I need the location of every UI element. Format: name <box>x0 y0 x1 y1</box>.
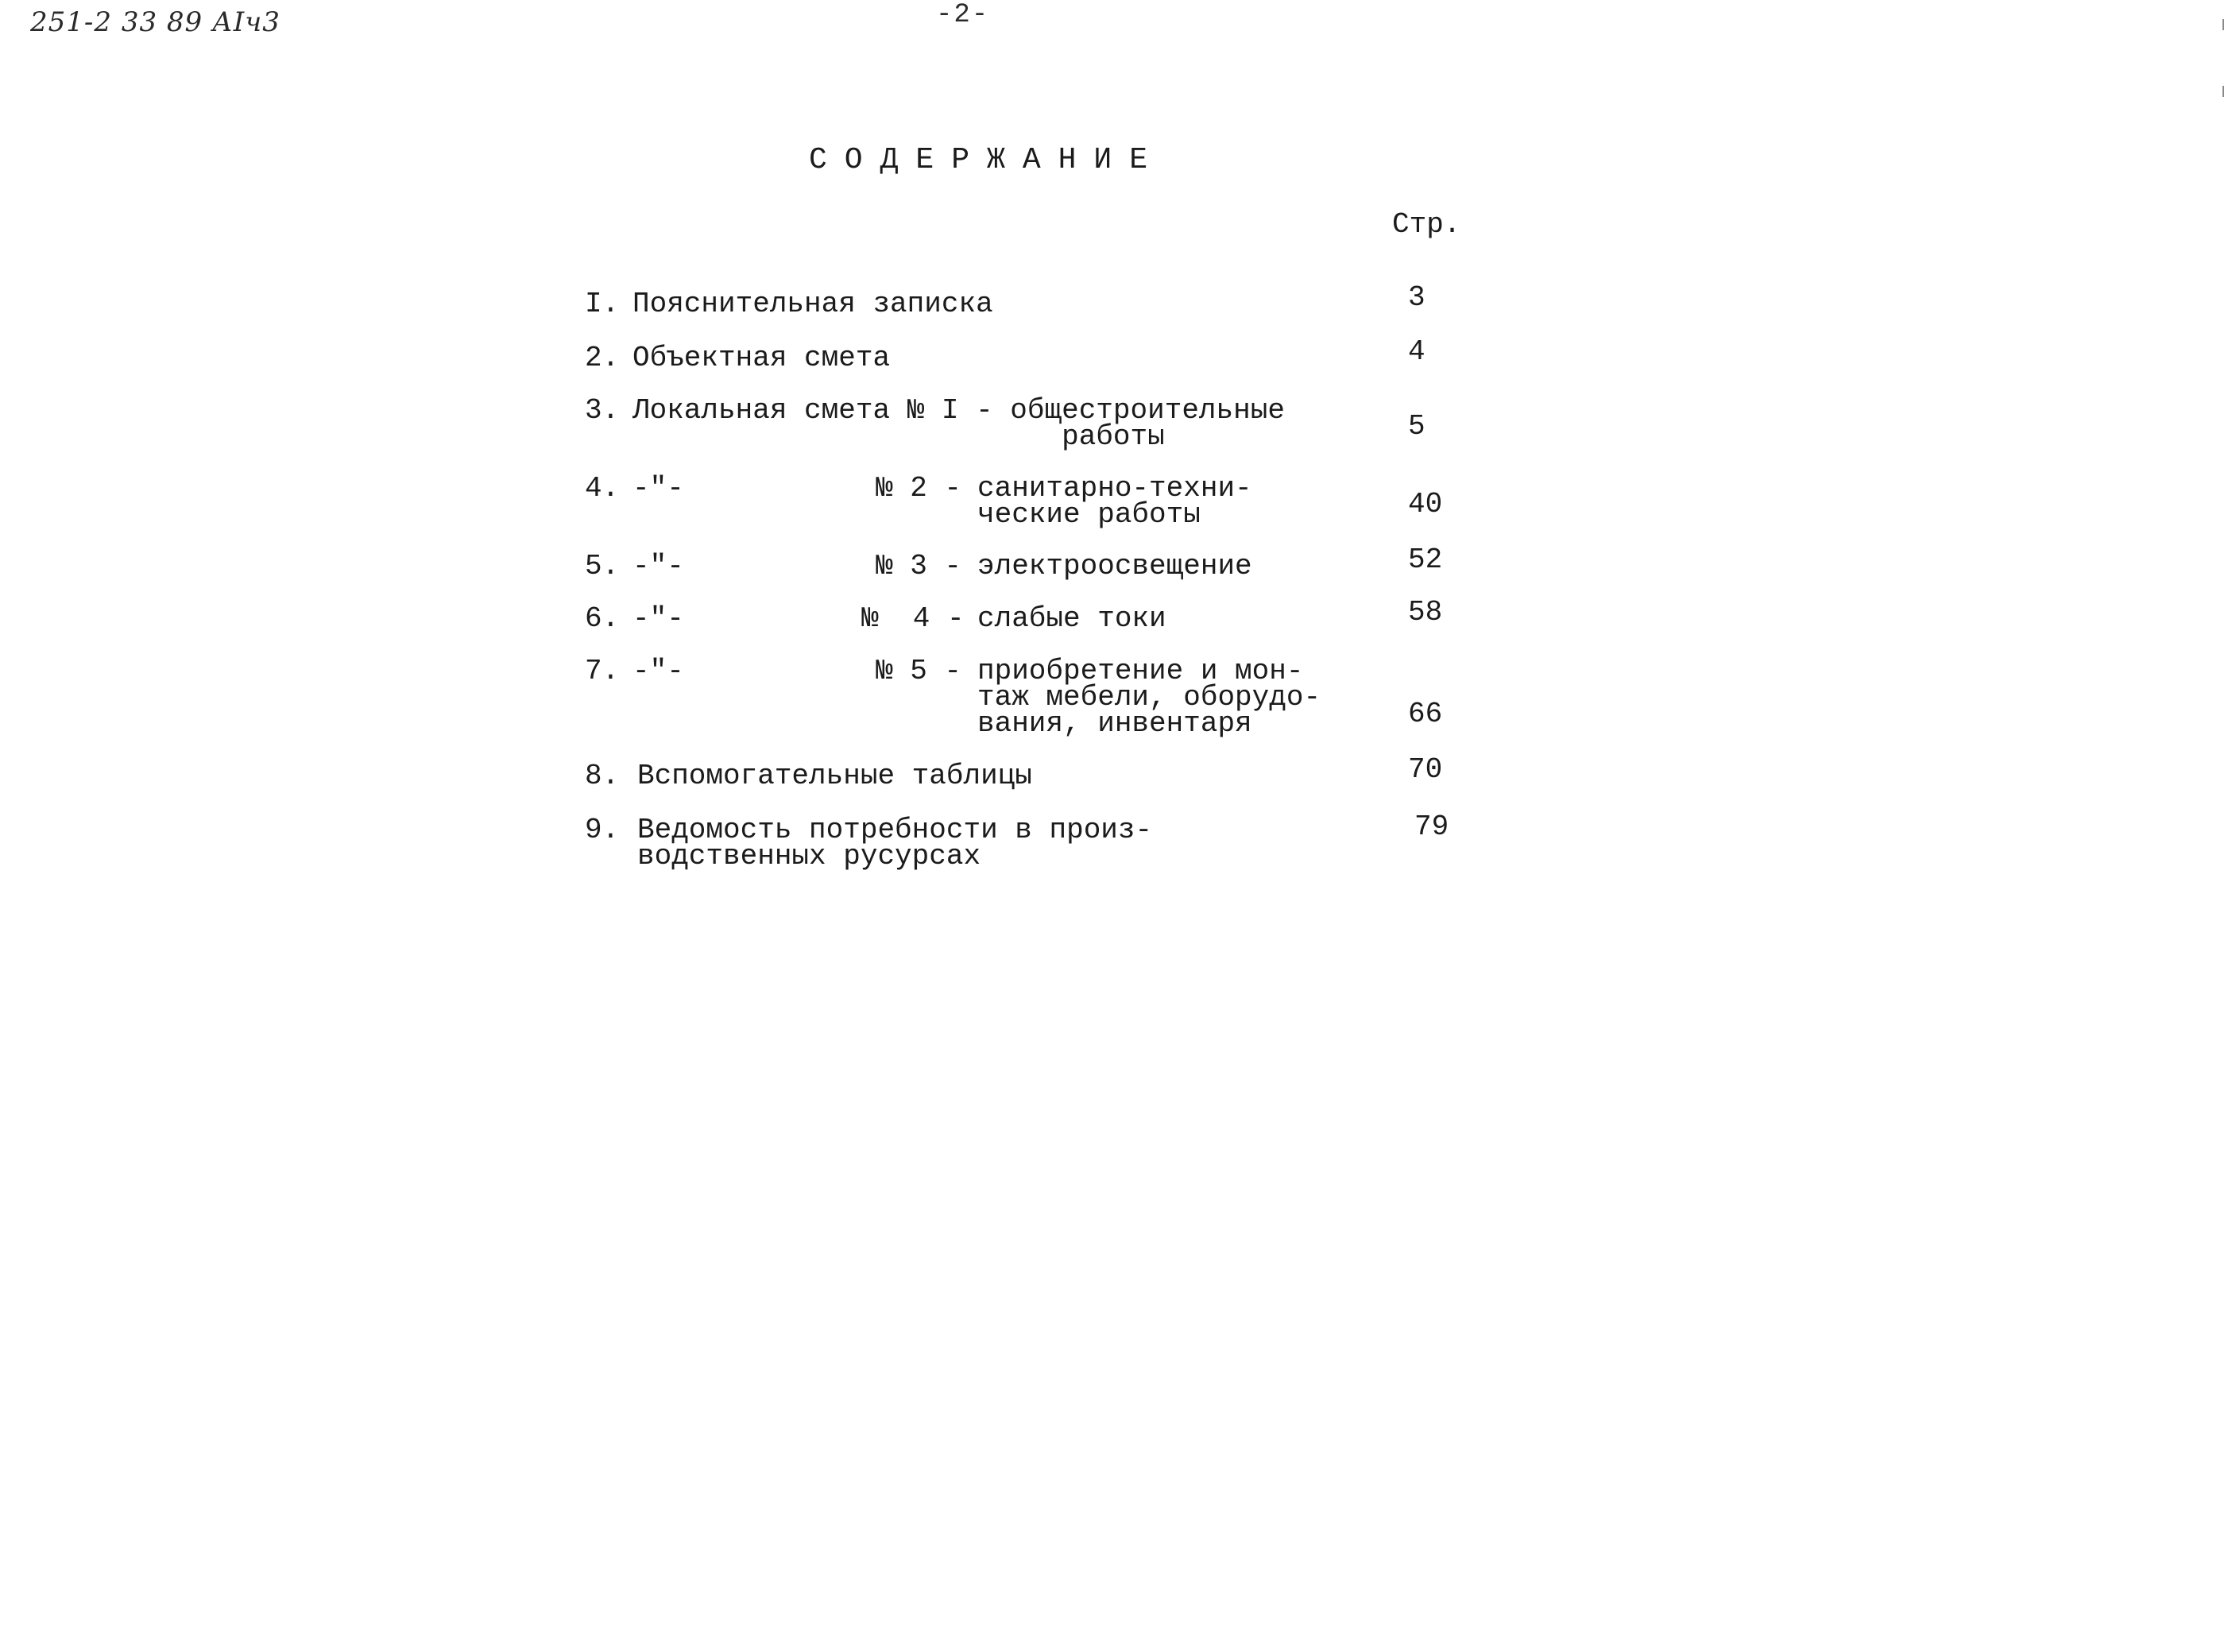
toc-entry-number: I. <box>585 288 620 320</box>
toc-page-column-header: Стр. <box>1392 208 1461 241</box>
toc-entry-title: Вспомогательные таблицы <box>637 760 1032 792</box>
toc-entry-estimate-number: № 4 - <box>861 602 965 635</box>
toc-entry-page: 40 <box>1408 488 1443 520</box>
toc-entry-title: Объектная смета <box>632 342 891 374</box>
toc-entry-page: 5 <box>1408 410 1425 443</box>
toc-entry-estimate-number: № 2 - <box>876 472 962 505</box>
page-number: -2- <box>936 0 990 30</box>
toc-entry-page: 58 <box>1408 596 1443 629</box>
toc-entry-description: приобретение и мон- таж мебели, оборудо- вания, инвентаря <box>977 655 1321 740</box>
toc-entry-number: 2. <box>585 342 620 374</box>
toc-entry-page: 66 <box>1408 698 1443 730</box>
toc-title: СОДЕРЖАНИЕ <box>809 143 1166 177</box>
toc-entry-title: Локальная смета № I - общестроительные работы <box>632 394 1285 453</box>
toc-entry-ditto: -"- <box>632 655 684 687</box>
toc-entry-page: 52 <box>1408 544 1443 576</box>
toc-entry-number: 4. <box>585 472 620 505</box>
toc-entry-estimate-number: № 3 - <box>876 550 962 582</box>
toc-entry-description: санитарно-техни- ческие работы <box>977 472 1252 531</box>
toc-entry-page: 4 <box>1408 335 1425 368</box>
toc-entry-number: 3. <box>585 394 620 427</box>
toc-entry-page: 3 <box>1408 281 1425 314</box>
toc-entry-ditto: -"- <box>632 602 684 635</box>
toc-entry-page: 70 <box>1408 753 1443 786</box>
toc-entry-number: 9. <box>585 814 620 846</box>
toc-entry-ditto: -"- <box>632 550 684 582</box>
document-code: 251-2 33 89 АIч3 <box>30 6 280 38</box>
toc-entry-page: 79 <box>1414 811 1449 843</box>
toc-entry-number: 6. <box>585 602 620 635</box>
toc-entry-number: 8. <box>585 760 620 792</box>
toc-entry-ditto: -"- <box>632 472 684 505</box>
toc-entry-number: 5. <box>585 550 620 582</box>
toc-entry-description: электроосвещение <box>977 550 1252 582</box>
toc-entry-title: Пояснительная записка <box>632 288 993 320</box>
toc-entry-title: Ведомость потребности в произ- водственных русурсах <box>637 814 1153 872</box>
toc-entry-number: 7. <box>585 655 620 687</box>
toc-entry-estimate-number: № 5 - <box>876 655 962 687</box>
toc-entry-description: слабые токи <box>977 602 1166 635</box>
